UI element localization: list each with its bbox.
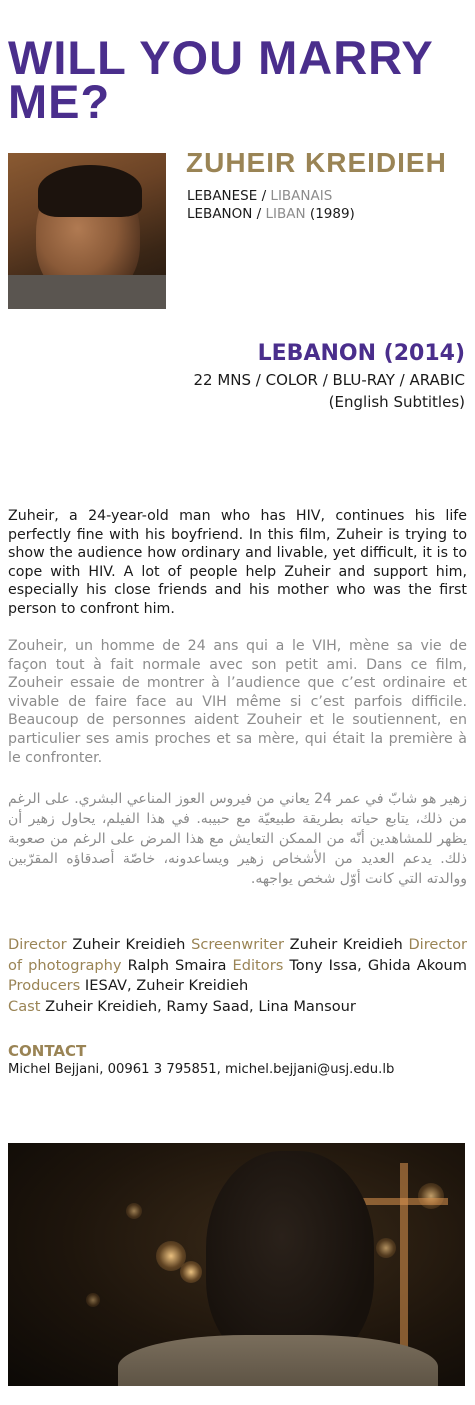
film-still: [8, 1143, 465, 1386]
origin-fr: LIBAN: [265, 206, 306, 222]
contact-heading: CONTACT: [8, 1042, 87, 1060]
credit-names: Zuheir Kreidieh: [72, 936, 186, 953]
credit-role: Cast: [8, 997, 41, 1015]
credit-role: Director of photography: [8, 936, 468, 974]
credit-role: Producers: [8, 977, 81, 994]
credit-role: Screenwriter: [191, 936, 284, 953]
nationality-en: LEBANESE /: [187, 188, 267, 204]
subtitle-info: (English Subtitles): [328, 393, 465, 411]
origin-year: (1989): [309, 206, 355, 222]
synopsis-english: Zuheir, a 24-year-old man who has HIV, continues his life perfectly fine with his boyfriend. In this film, Zuheir is trying to show the audience how ordinary and livable, yet difficult, it is to cope with HIV. A lot of people help Zuheir and support him, especially his close friends and his mother who was the first person to confront him.: [8, 508, 467, 617]
credit-role: Editors: [232, 956, 284, 974]
film-title: WILL YOU MARRY ME?: [8, 31, 433, 128]
synopsis-french: Zouheir, un homme de 24 ans qui a le VIH, mène sa vie de façon tout à fait normale avec son petit ami. Dans ce film, Zouheir essaie de montrer à l’audience que c’est ordinaire et vivable de faire face au VIH même si c’est parfois difficile. Beaucoup de personnes aident Zouheir et le soutiennent, en particulier ses amis proches et sa mère, qui était la première à le confronter.: [8, 638, 467, 766]
credits-block: [8, 935, 467, 1017]
credit-names: Ralph Smaira: [127, 956, 227, 974]
credit-names: Zuheir Kreidieh, Ramy Saad, Lina Mansour: [45, 997, 356, 1015]
country-year: LEBANON (2014): [257, 341, 465, 366]
director-portrait: [8, 153, 166, 309]
contact-details: Michel Bejjani, 00961 3 795851, michel.bejjani@usj.edu.lb: [8, 1062, 395, 1077]
synopsis-arabic: زهير هو شابّ في عمر 24 يعاني من فيروس العوز المناعي البشري. على الرغم من ذلك، يتابع حياته بطريقة طبيعيّة مع حبيبه. في هذا الفيلم، يحاول زهير أن يظهر للمشاهدين أنّه من الممكن التعايش مع هذا المرض على الرغم من صعوبة ذلك. يدعم العديد من الأشخاص زهير ويساعدونه، خاصّة أصدقاؤه المقرّبين ووالدته التي كانت أوّل شخص يواجهه.: [8, 791, 467, 887]
director-name: ZUHEIR KREIDIEH: [186, 147, 447, 178]
credit-names: Zuheir Kreidieh: [289, 936, 403, 953]
director-origin: [187, 206, 355, 222]
credit-names: IESAV, Zuheir Kreidieh: [84, 977, 249, 994]
credit-role: Director: [8, 936, 67, 953]
tech-specs: 22 MNS / COLOR / BLU-RAY / ARABIC: [193, 371, 465, 389]
credit-names: Tony Issa, Ghida Akoum: [289, 956, 468, 974]
origin-en: LEBANON /: [187, 206, 262, 222]
director-nationality: [187, 188, 332, 204]
nationality-fr: LIBANAIS: [270, 188, 333, 204]
